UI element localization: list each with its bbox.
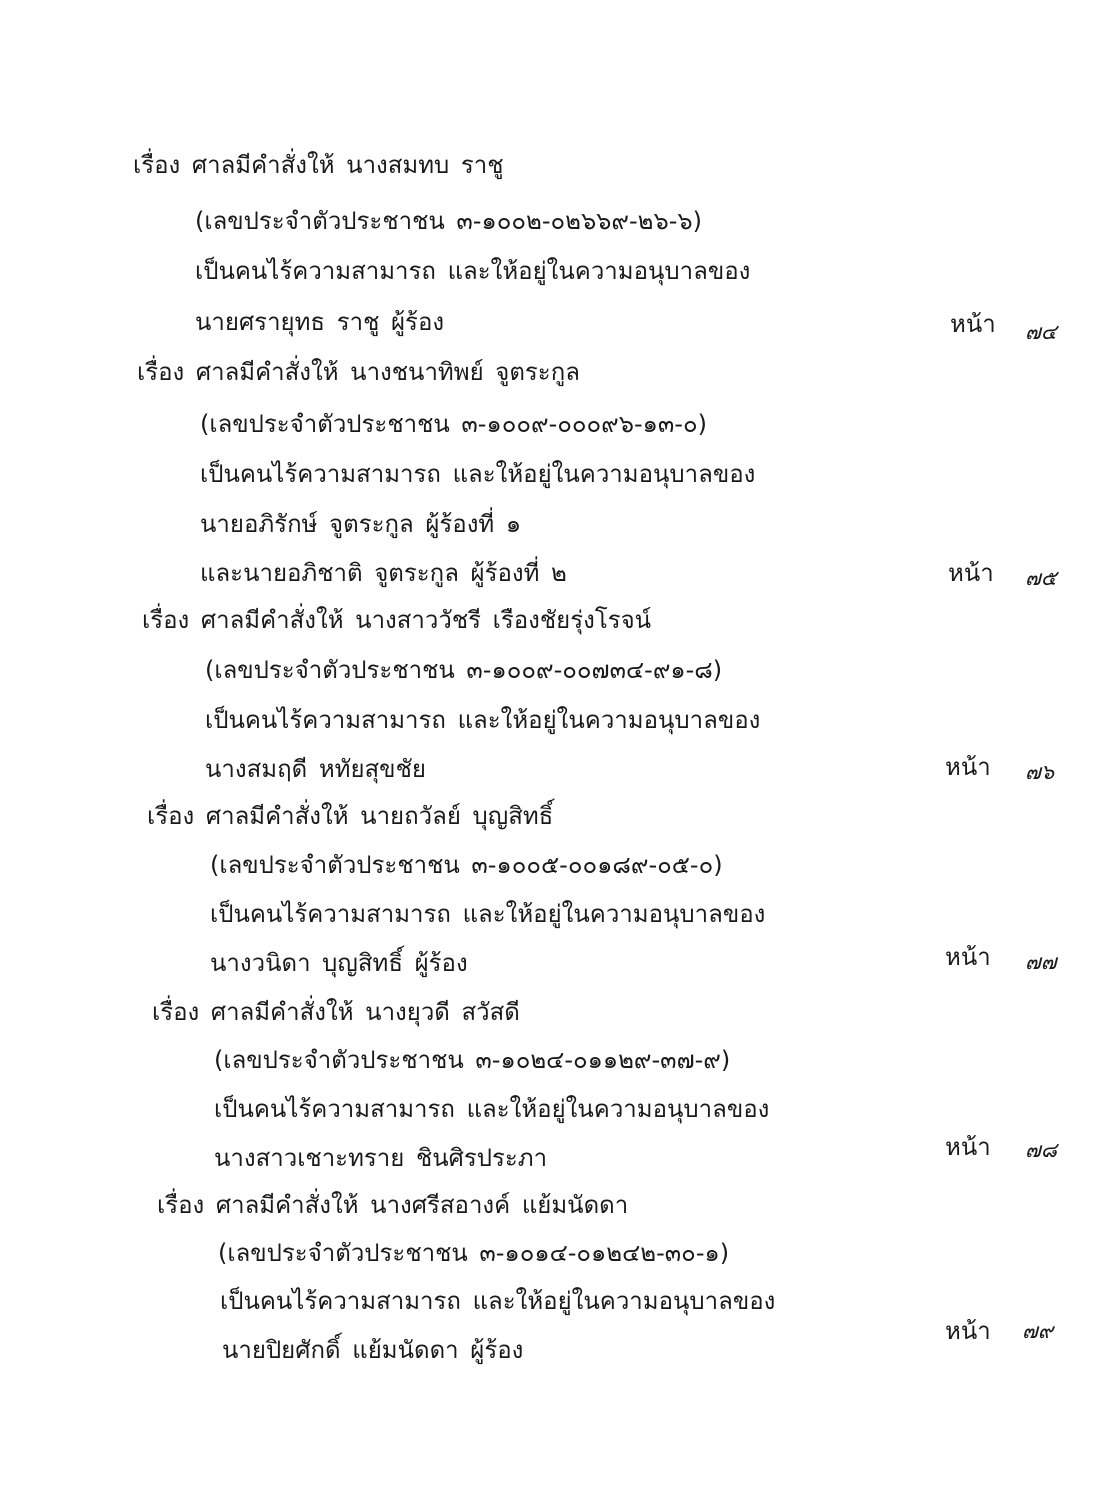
- page-number: ๗๙: [1022, 1319, 1054, 1343]
- petitioner-line: นายปิยศักดิ์ แย้มนัดดา ผู้ร้อง: [222, 1336, 524, 1364]
- entry-heading: เรื่อง ศาลมีคำสั่งให้ นางสมทบ ราชู: [133, 151, 504, 179]
- entry-heading: เรื่อง ศาลมีคำสั่งให้ นายถวัลย์ บุญสิทธิ์: [147, 802, 554, 830]
- id-number-line: (เลขประจำตัวประชาชน ๓-๑๐๐๙-๐๐๗๓๔-๙๑-๘): [205, 656, 723, 684]
- description-line: เป็นคนไร้ความสามารถ และให้อยู่ในความอนุบาลของ: [210, 900, 766, 928]
- page-label: หน้า: [950, 310, 996, 338]
- petitioner-line: นางสมฤดี หทัยสุขชัย: [205, 755, 426, 783]
- id-number-line: (เลขประจำตัวประชาชน ๓-๑๐๐๒-๐๒๖๖๙-๒๖-๖): [195, 207, 702, 235]
- page-number: ๗๗: [1025, 950, 1057, 974]
- page-label: หน้า: [945, 1317, 991, 1345]
- entry-heading: เรื่อง ศาลมีคำสั่งให้ นางยุวดี สวัสดี: [152, 998, 520, 1026]
- page-label: หน้า: [945, 1133, 991, 1161]
- petitioner-line: นายศรายุทธ ราชู ผู้ร้อง: [195, 308, 445, 336]
- petitioner-line: นางวนิดา บุญสิทธิ์ ผู้ร้อง: [210, 949, 468, 977]
- id-number-line: (เลขประจำตัวประชาชน ๓-๑๐๐๕-๐๐๑๘๙-๐๕-๐): [210, 851, 723, 879]
- petitioner-line: นายอภิรักษ์ จูตระกูล ผู้ร้องที่ ๑: [200, 510, 522, 538]
- id-number-line: (เลขประจำตัวประชาชน ๓-๑๐๒๔-๐๑๑๒๙-๓๗-๙): [214, 1046, 731, 1074]
- id-number-line: (เลขประจำตัวประชาชน ๓-๑๐๑๔-๐๑๒๔๒-๓๐-๑): [218, 1239, 730, 1267]
- page-label: หน้า: [948, 559, 994, 587]
- entry-heading: เรื่อง ศาลมีคำสั่งให้ นางสาววัชรี เรืองชัยรุ่งโรจน์: [142, 606, 652, 634]
- id-number-line: (เลขประจำตัวประชาชน ๓-๑๐๐๙-๐๐๐๙๖-๑๓-๐): [200, 410, 707, 438]
- page-number: ๗๖: [1025, 760, 1055, 784]
- entry-heading: เรื่อง ศาลมีคำสั่งให้ นางศรีสอางค์ แย้มนัดดา: [157, 1191, 629, 1219]
- description-line: เป็นคนไร้ความสามารถ และให้อยู่ในความอนุบาลของ: [200, 460, 756, 488]
- description-line: เป็นคนไร้ความสามารถ และให้อยู่ในความอนุบาลของ: [205, 706, 761, 734]
- page-number: ๗๕: [1025, 566, 1057, 590]
- description-line: เป็นคนไร้ความสามารถ และให้อยู่ในความอนุบาลของ: [195, 257, 751, 285]
- petitioner-line: และนายอภิชาติ จูตระกูล ผู้ร้องที่ ๒: [200, 559, 567, 587]
- page-label: หน้า: [945, 943, 991, 971]
- page-label: หน้า: [945, 753, 991, 781]
- description-line: เป็นคนไร้ความสามารถ และให้อยู่ในความอนุบาลของ: [220, 1287, 776, 1315]
- page-number: ๗๔: [1025, 320, 1057, 344]
- page-number: ๗๘: [1025, 1138, 1057, 1162]
- petitioner-line: นางสาวเชาะทราย ชินศิรประภา: [214, 1144, 548, 1172]
- entry-heading: เรื่อง ศาลมีคำสั่งให้ นางชนาทิพย์ จูตระกูล: [137, 358, 580, 386]
- description-line: เป็นคนไร้ความสามารถ และให้อยู่ในความอนุบาลของ: [214, 1095, 770, 1123]
